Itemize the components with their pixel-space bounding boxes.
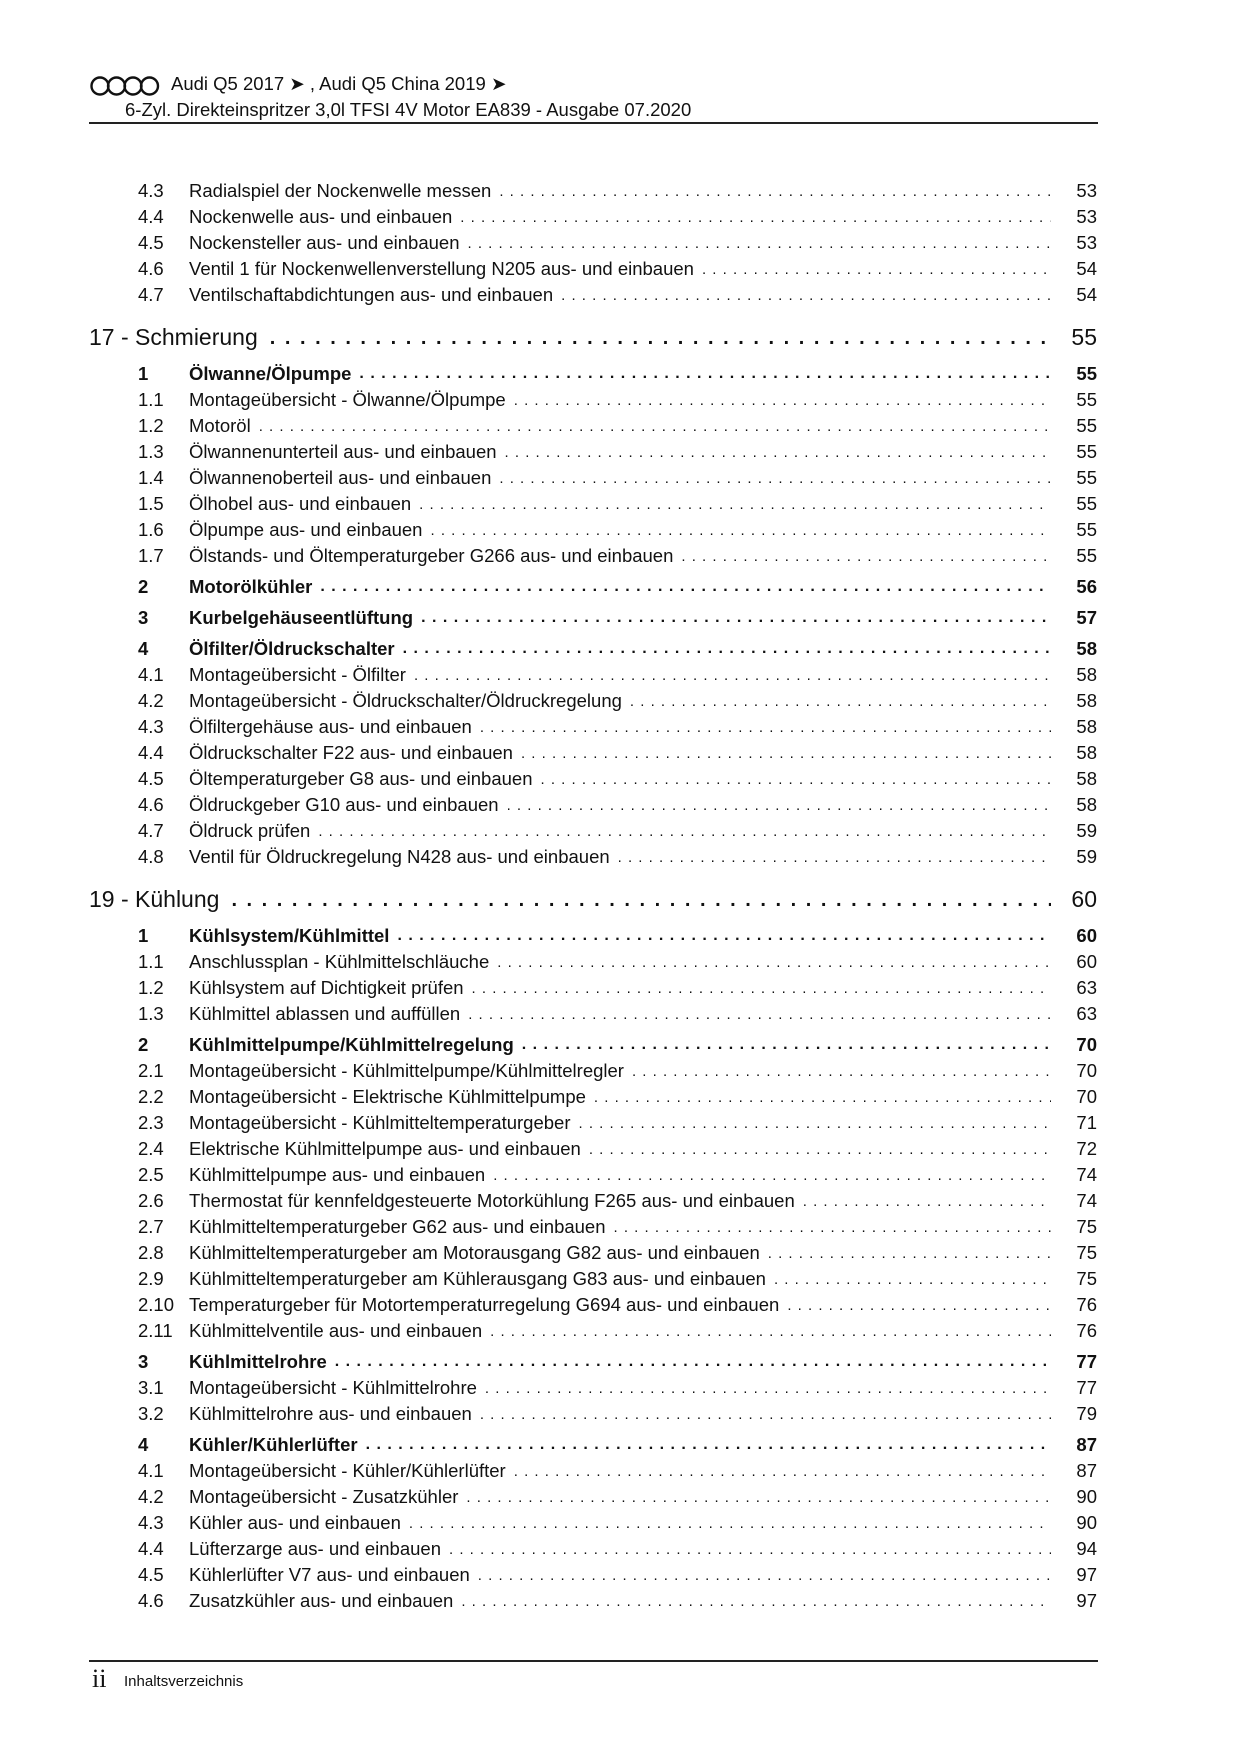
toc-entry-page: 55 <box>1076 545 1097 566</box>
toc-entry-page: 97 <box>1076 1564 1097 1585</box>
dot-leader <box>589 1140 1051 1160</box>
dot-leader <box>472 979 1051 999</box>
toc-entry[interactable] <box>89 1290 1097 1316</box>
toc-entry-number: 4.6 <box>138 1590 164 1611</box>
toc-entry[interactable] <box>89 437 1097 463</box>
toc-entry-number: 2.6 <box>138 1190 164 1211</box>
toc-entry-page: 59 <box>1076 846 1097 867</box>
toc-entry-title: Kühlmittelpumpe aus- und einbauen <box>189 1164 486 1185</box>
toc-section[interactable] <box>89 567 1097 598</box>
toc-entry-title: Montageübersicht - Öldruckschalter/Öldruckregelung <box>189 690 622 711</box>
toc-section-title: Kühlmittelpumpe/Kühlmittelregelung <box>189 1034 514 1055</box>
toc-entry[interactable] <box>89 1316 1097 1342</box>
header-engine-line: 6-Zyl. Direkteinspritzer 3,0l TFSI 4V Motor EA839 - Ausgabe 07.2020 <box>125 99 692 120</box>
toc-section[interactable] <box>89 598 1097 629</box>
toc-entry[interactable] <box>89 999 1097 1025</box>
toc-entry[interactable] <box>89 280 1097 306</box>
toc-entry-title: Kühlmittelrohre aus- und einbauen <box>189 1403 472 1424</box>
toc-section-page: 60 <box>1076 925 1097 946</box>
toc-entry[interactable] <box>89 254 1097 280</box>
dot-leader <box>632 1062 1051 1082</box>
toc-entry-number: 1.2 <box>138 977 164 998</box>
toc-entry-number: 4.3 <box>138 1512 164 1533</box>
dot-leader <box>499 182 1051 202</box>
toc-entry-number: 4.2 <box>138 690 164 711</box>
toc-entry-number: 4.1 <box>138 664 164 685</box>
toc-entry-number: 4.7 <box>138 820 164 841</box>
toc-entry-number: 4.1 <box>138 1460 164 1481</box>
toc-entry[interactable] <box>89 1212 1097 1238</box>
toc-entry-title: Montageübersicht - Kühlmittelpumpe/Kühlmittelregler <box>189 1060 624 1081</box>
dot-leader <box>681 547 1051 567</box>
dot-leader <box>419 495 1051 515</box>
toc-entry-title: Temperaturgeber für Motortemperaturregelung G694 aus- und einbauen <box>189 1294 780 1315</box>
toc-entry[interactable] <box>89 1056 1097 1082</box>
audi-rings-icon <box>89 75 161 97</box>
toc-section-title: Ölfilter/Öldruckschalter <box>189 638 395 659</box>
toc-entry-number: 4.5 <box>138 768 164 789</box>
footer-label: Inhaltsverzeichnis <box>124 1673 244 1690</box>
toc-section[interactable] <box>89 1025 1097 1056</box>
toc-entry[interactable] <box>89 1586 1097 1612</box>
toc-section[interactable] <box>89 629 1097 660</box>
toc-entry[interactable] <box>89 660 1097 686</box>
toc-section-number: 2 <box>138 576 149 597</box>
toc-entry-title: Anschlussplan - Kühlmittelschläuche <box>189 951 490 972</box>
toc-entry[interactable] <box>89 1399 1097 1425</box>
dot-leader <box>466 1488 1051 1508</box>
toc-entry-title: Radialspiel der Nockenwelle messen <box>189 180 492 201</box>
toc-section-number: 1 <box>138 363 149 384</box>
dot-leader <box>490 1322 1051 1342</box>
toc-section-page: 77 <box>1076 1351 1097 1372</box>
toc-entry-page: 60 <box>1076 951 1097 972</box>
toc-entry-page: 90 <box>1076 1486 1097 1507</box>
toc-entry-page: 74 <box>1076 1190 1097 1211</box>
dot-leader <box>480 1405 1051 1425</box>
toc-entry[interactable] <box>89 712 1097 738</box>
dot-leader <box>702 260 1051 280</box>
toc-section-title: Kühlmittelrohre <box>189 1351 327 1372</box>
toc-section-title: Motorölkühler <box>189 576 313 597</box>
toc-entry[interactable] <box>89 1534 1097 1560</box>
toc-entry-page: 55 <box>1076 389 1097 410</box>
toc-entry-number: 3.1 <box>138 1377 164 1398</box>
toc-entry-title: Ventil für Öldruckregelung N428 aus- und einbauen <box>189 846 610 867</box>
toc-section-number: 4 <box>138 638 149 659</box>
toc-entry-page: 79 <box>1076 1403 1097 1424</box>
toc-entry-title: Montageübersicht - Ölwanne/Ölpumpe <box>189 389 506 410</box>
toc-entry-page: 76 <box>1076 1294 1097 1315</box>
dot-leader <box>630 692 1051 712</box>
toc-entry-number: 2.10 <box>138 1294 175 1315</box>
toc-section-title: Kühler/Kühlerlüfter <box>189 1434 358 1455</box>
dot-leader <box>774 1270 1051 1290</box>
toc-entry[interactable] <box>89 738 1097 764</box>
toc-entry-page: 70 <box>1076 1086 1097 1107</box>
dot-leader <box>514 1462 1051 1482</box>
toc-section-page: 70 <box>1076 1034 1097 1055</box>
toc-entry[interactable] <box>89 1456 1097 1482</box>
toc-entry-title: Öldruck prüfen <box>189 820 311 841</box>
toc-section-page: 87 <box>1076 1434 1097 1455</box>
dot-leader <box>461 1592 1051 1612</box>
dot-leader <box>561 286 1051 306</box>
toc-entry-number: 4.3 <box>138 716 164 737</box>
toc-section-page: 57 <box>1076 607 1097 628</box>
toc-entry-page: 97 <box>1076 1590 1097 1611</box>
toc-entry-page: 55 <box>1076 441 1097 462</box>
dot-leader <box>507 796 1051 816</box>
toc-entry-number: 3.2 <box>138 1403 164 1424</box>
toc-entry-title: Ölwannenoberteil aus- und einbauen <box>189 467 492 488</box>
toc-entry-page: 54 <box>1076 258 1097 279</box>
toc-entry-number: 1.4 <box>138 467 164 488</box>
toc-entry-title: Kühlmitteltemperaturgeber am Motorausgang G82 aus- und einbauen <box>189 1242 760 1263</box>
toc-entry-number: 1.6 <box>138 519 164 540</box>
toc-entry-title: Kühler aus- und einbauen <box>189 1512 401 1533</box>
toc-entry-title: Motoröl <box>189 415 251 436</box>
toc-entry-number: 4.5 <box>138 1564 164 1585</box>
toc-section-title: Kühlsystem/Kühlmittel <box>189 925 390 946</box>
toc-entry-page: 58 <box>1076 768 1097 789</box>
dot-leader <box>521 744 1051 764</box>
toc-entry-number: 2.11 <box>138 1320 173 1341</box>
toc-entry-number: 4.4 <box>138 1538 164 1559</box>
toc-entry-title: Thermostat für kennfeldgesteuerte Motorkühlung F265 aus- und einbauen <box>189 1190 795 1211</box>
toc-entry-page: 87 <box>1076 1460 1097 1481</box>
toc-entry-number: 1.1 <box>138 389 164 410</box>
toc-entry-title: Ölfiltergehäuse aus- und einbauen <box>189 716 472 737</box>
header-rule <box>89 122 1098 124</box>
dot-leader <box>787 1296 1051 1316</box>
toc-entry-page: 74 <box>1076 1164 1097 1185</box>
toc-entry-page: 58 <box>1076 794 1097 815</box>
dot-leader <box>409 1514 1051 1534</box>
toc-entry-number: 2.5 <box>138 1164 164 1185</box>
header-vehicle-line: Audi Q5 2017 ➤ , Audi Q5 China 2019 ➤ <box>171 73 507 94</box>
toc-entry-title: Ventil 1 für Nockenwellenverstellung N205 aus- und einbauen <box>189 258 694 279</box>
toc-section-title: Kurbelgehäuseentlüftung <box>189 607 414 628</box>
toc-entry-page: 94 <box>1076 1538 1097 1559</box>
toc-entry-title: Öltemperaturgeber G8 aus- und einbauen <box>189 768 533 789</box>
toc-entry-page: 54 <box>1076 284 1097 305</box>
dot-leader <box>259 417 1051 437</box>
dot-leader <box>430 521 1051 541</box>
dot-leader <box>768 1244 1051 1264</box>
toc-entry[interactable] <box>89 1482 1097 1508</box>
toc-entry[interactable] <box>89 1373 1097 1399</box>
toc-entry-page: 55 <box>1076 493 1097 514</box>
toc-entry-number: 4.2 <box>138 1486 164 1507</box>
toc-entry-page: 70 <box>1076 1060 1097 1081</box>
toc-entry-number: 1.5 <box>138 493 164 514</box>
dot-leader <box>522 1034 1051 1056</box>
toc-entry-page: 76 <box>1076 1320 1097 1341</box>
toc-entry-page: 75 <box>1076 1242 1097 1263</box>
toc-section-number: 4 <box>138 1434 149 1455</box>
toc-section-page: 55 <box>1076 363 1097 384</box>
toc-entry-title: Lüfterzarge aus- und einbauen <box>189 1538 441 1559</box>
toc-entry[interactable] <box>89 176 1097 202</box>
toc-entry[interactable] <box>89 202 1097 228</box>
toc-entry-title: Kühlerlüfter V7 aus- und einbauen <box>189 1564 470 1585</box>
toc-section-number: 1 <box>138 925 149 946</box>
toc-entry-number: 2.1 <box>138 1060 164 1081</box>
toc-entry[interactable] <box>89 411 1097 437</box>
toc-entry-title: Montageübersicht - Kühlmitteltemperaturgeber <box>189 1112 571 1133</box>
dot-leader <box>366 1434 1051 1456</box>
toc-entry-title: Ölhobel aus- und einbauen <box>189 493 412 514</box>
toc-entry-page: 58 <box>1076 716 1097 737</box>
toc-entry-title: Montageübersicht - Elektrische Kühlmittelpumpe <box>189 1086 586 1107</box>
toc-entry-title: Elektrische Kühlmittelpumpe aus- und einbauen <box>189 1138 581 1159</box>
toc-chapter-page: 60 <box>1071 886 1097 912</box>
toc-entry-number: 4.4 <box>138 206 164 227</box>
toc-section[interactable] <box>89 1342 1097 1373</box>
footer-page-number: ii <box>92 1664 107 1693</box>
toc-entry-number: 1.7 <box>138 545 164 566</box>
toc-entry-page: 90 <box>1076 1512 1097 1533</box>
toc-section-title: Ölwanne/Ölpumpe <box>189 363 352 384</box>
toc-entry-number: 2.2 <box>138 1086 164 1107</box>
toc-entry-title: Ölstands- und Öltemperaturgeber G266 aus- und einbauen <box>189 545 674 566</box>
toc-entry-page: 55 <box>1076 415 1097 436</box>
toc-entry-number: 4.7 <box>138 284 164 305</box>
toc-entry-number: 4.3 <box>138 180 164 201</box>
toc-entry-number: 2.8 <box>138 1242 164 1263</box>
toc-entry-title: Montageübersicht - Zusatzkühler <box>189 1486 459 1507</box>
toc-section-page: 58 <box>1076 638 1097 659</box>
toc-entry-number: 1.1 <box>138 951 164 972</box>
toc-entry[interactable] <box>89 686 1097 712</box>
dot-leader <box>579 1114 1052 1134</box>
toc-entry-number: 2.9 <box>138 1268 164 1289</box>
toc-entry-title: Montageübersicht - Kühler/Kühlerlüfter <box>189 1460 506 1481</box>
dot-leader <box>467 234 1051 254</box>
toc-entry-number: 4.5 <box>138 232 164 253</box>
toc-entry-page: 63 <box>1076 1003 1097 1024</box>
toc-entry[interactable] <box>89 1160 1097 1186</box>
toc-chapter-17[interactable] <box>89 317 1097 351</box>
dot-leader <box>541 770 1052 790</box>
toc-chapter-19[interactable] <box>89 879 1097 913</box>
dot-leader <box>460 208 1051 228</box>
page-header <box>89 71 1098 123</box>
toc-entry-number: 4.8 <box>138 846 164 867</box>
toc-entry[interactable] <box>89 816 1097 842</box>
toc-entry-page: 55 <box>1076 519 1097 540</box>
toc-entry-number: 4.6 <box>138 258 164 279</box>
toc-section-number: 2 <box>138 1034 149 1055</box>
toc-entry[interactable] <box>89 973 1097 999</box>
dot-leader <box>414 666 1051 686</box>
toc-entry-page: 75 <box>1076 1216 1097 1237</box>
toc-entry[interactable] <box>89 947 1097 973</box>
toc-entry-page: 55 <box>1076 467 1097 488</box>
toc-entry-number: 4.4 <box>138 742 164 763</box>
dot-leader <box>421 607 1051 629</box>
dot-leader <box>403 638 1051 660</box>
toc-entry[interactable] <box>89 1238 1097 1264</box>
dot-leader <box>618 848 1051 868</box>
toc-entry[interactable] <box>89 1264 1097 1290</box>
toc-entry-title: Ölwannenunterteil aus- und einbauen <box>189 441 497 462</box>
dot-leader <box>505 443 1051 463</box>
dot-leader <box>397 925 1051 947</box>
toc-entry[interactable] <box>89 1186 1097 1212</box>
toc-section-number: 3 <box>138 1351 149 1372</box>
toc-entry[interactable] <box>89 1108 1097 1134</box>
toc-entry-title: Zusatzkühler aus- und einbauen <box>189 1590 454 1611</box>
dot-leader <box>478 1566 1051 1586</box>
toc-entry-title: Montageübersicht - Ölfilter <box>189 664 406 685</box>
toc-entry[interactable] <box>89 515 1097 541</box>
toc-entry-title: Montageübersicht - Kühlmittelrohre <box>189 1377 477 1398</box>
toc-section[interactable] <box>89 1425 1097 1456</box>
toc-section-number: 3 <box>138 607 149 628</box>
dot-leader <box>335 1351 1051 1373</box>
toc-entry[interactable] <box>89 228 1097 254</box>
toc-entry-page: 63 <box>1076 977 1097 998</box>
dot-leader <box>318 822 1051 842</box>
toc-entry-title: Nockenwelle aus- und einbauen <box>189 206 453 227</box>
toc-entry[interactable] <box>89 1082 1097 1108</box>
toc-entry-page: 75 <box>1076 1268 1097 1289</box>
dot-leader <box>497 953 1051 973</box>
toc-entry-title: Kühlsystem auf Dichtigkeit prüfen <box>189 977 464 998</box>
toc-entry-page: 53 <box>1076 180 1097 201</box>
toc-entry-title: Kühlmitteltemperaturgeber am Kühlerausgang G83 aus- und einbauen <box>189 1268 766 1289</box>
toc-entry-page: 53 <box>1076 206 1097 227</box>
toc-entry[interactable] <box>89 1508 1097 1534</box>
toc-chapter-page: 55 <box>1071 324 1097 350</box>
toc-entry-title: Ölpumpe aus- und einbauen <box>189 519 423 540</box>
toc-entry-title: Nockensteller aus- und einbauen <box>189 232 460 253</box>
toc-entry-number: 1.3 <box>138 441 164 462</box>
toc-entry-page: 71 <box>1076 1112 1097 1133</box>
dot-leader <box>614 1218 1051 1238</box>
toc-entry-title: Öldruckgeber G10 aus- und einbauen <box>189 794 499 815</box>
toc-entry[interactable] <box>89 1134 1097 1160</box>
table-of-contents <box>89 176 1097 1612</box>
toc-entry-number: 4.6 <box>138 794 164 815</box>
toc-chapter-title: 19 - Kühlung <box>89 886 220 912</box>
toc-entry-title: Kühlmitteltemperaturgeber G62 aus- und einbauen <box>189 1216 606 1237</box>
toc-entry-number: 1.3 <box>138 1003 164 1024</box>
toc-entry-number: 1.2 <box>138 415 164 436</box>
dot-leader <box>514 391 1051 411</box>
toc-entry-title: Ventilschaftabdichtungen aus- und einbauen <box>189 284 554 305</box>
toc-entry-number: 2.7 <box>138 1216 164 1237</box>
toc-entry[interactable] <box>89 764 1097 790</box>
toc-entry-page: 58 <box>1076 690 1097 711</box>
dot-leader <box>320 576 1051 598</box>
toc-entry[interactable] <box>89 541 1097 567</box>
toc-entry-number: 2.3 <box>138 1112 164 1133</box>
toc-chapter-title: 17 - Schmierung <box>89 324 258 350</box>
toc-entry-page: 59 <box>1076 820 1097 841</box>
toc-entry-page: 58 <box>1076 742 1097 763</box>
dot-leader <box>468 1005 1051 1025</box>
toc-section-page: 56 <box>1076 576 1097 597</box>
dot-leader <box>480 718 1051 738</box>
footer-rule <box>89 1660 1098 1662</box>
toc-entry[interactable] <box>89 463 1097 489</box>
dot-leader <box>485 1379 1051 1399</box>
dot-leader <box>803 1192 1051 1212</box>
dot-leader <box>449 1540 1051 1560</box>
toc-entry-page: 53 <box>1076 232 1097 253</box>
toc-entry[interactable] <box>89 385 1097 411</box>
toc-entry[interactable] <box>89 842 1097 868</box>
dot-leader <box>594 1088 1051 1108</box>
toc-entry-page: 77 <box>1076 1377 1097 1398</box>
dot-leader <box>231 887 1051 913</box>
toc-entry-title: Kühlmittelventile aus- und einbauen <box>189 1320 483 1341</box>
toc-entry-title: Öldruckschalter F22 aus- und einbauen <box>189 742 513 763</box>
toc-entry-page: 72 <box>1076 1138 1097 1159</box>
toc-section[interactable] <box>89 354 1097 385</box>
dot-leader <box>359 363 1051 385</box>
toc-entry-title: Kühlmittel ablassen und auffüllen <box>189 1003 461 1024</box>
dot-leader <box>499 469 1051 489</box>
toc-entry[interactable] <box>89 1560 1097 1586</box>
toc-entry-number: 2.4 <box>138 1138 164 1159</box>
dot-leader <box>270 325 1051 351</box>
toc-section[interactable] <box>89 916 1097 947</box>
toc-entry-page: 58 <box>1076 664 1097 685</box>
toc-entry[interactable] <box>89 489 1097 515</box>
dot-leader <box>493 1166 1051 1186</box>
toc-entry[interactable] <box>89 790 1097 816</box>
